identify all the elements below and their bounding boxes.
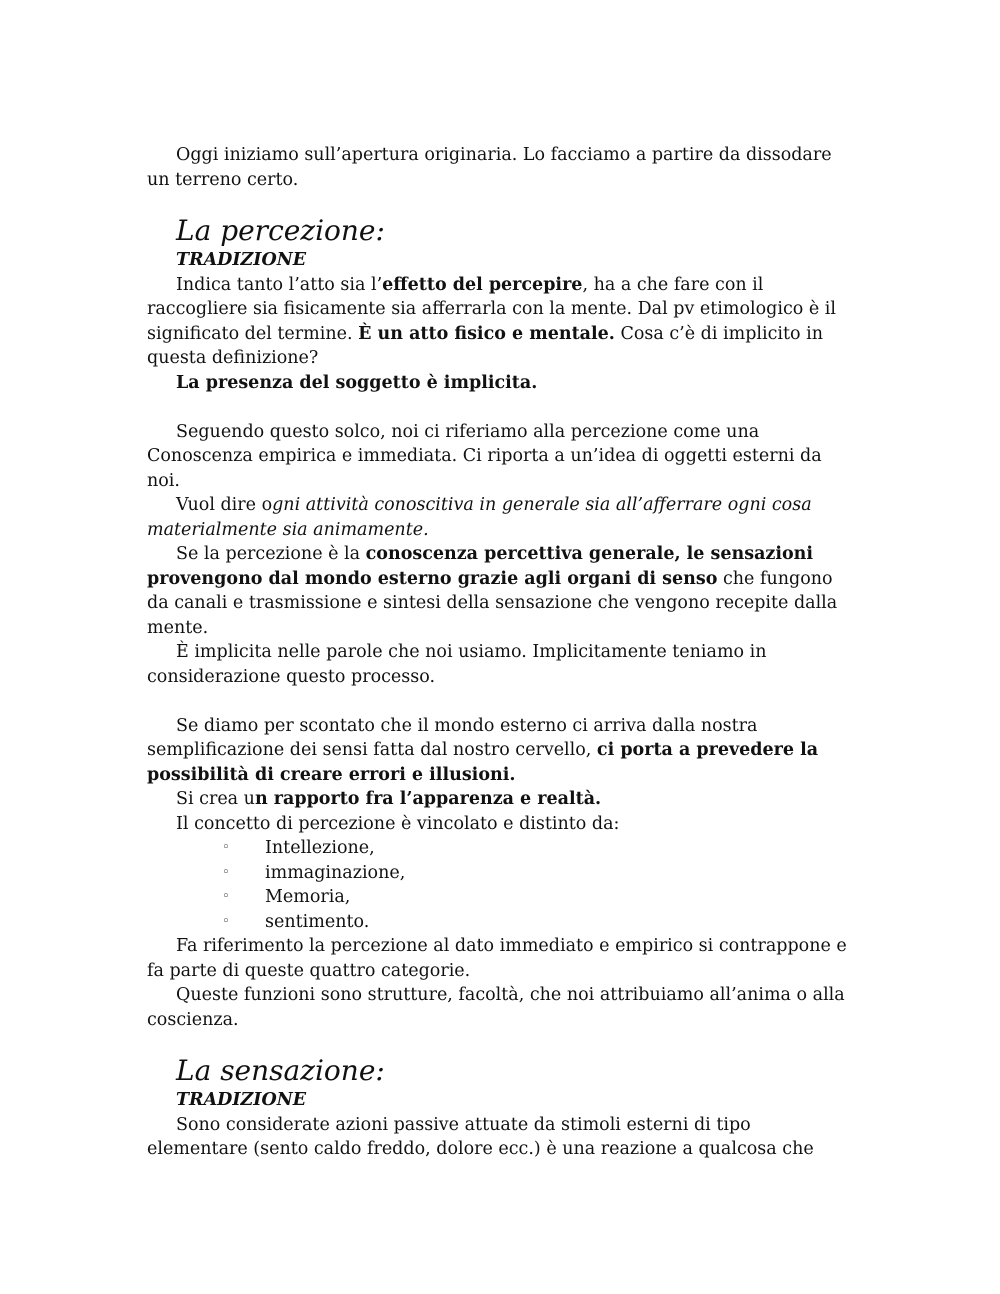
list-item-text: Memoria,	[265, 887, 351, 907]
text-run: Cosa c’è di implicito in questa definizione?	[147, 323, 824, 368]
paragraph-errors	[147, 714, 847, 788]
bold-text: ci porta a prevedere la possibilità di creare errori e illusioni.	[147, 740, 819, 785]
text-run: che fungono da canali e trasmissione e sintesi della sensazione che vengono recepite dalla mente.	[147, 568, 838, 638]
list-item	[147, 836, 847, 861]
paragraph-senses	[147, 542, 847, 640]
text-run: Vuol dire o	[176, 495, 273, 515]
intro-paragraph: Oggi iniziamo sull’apertura originaria. Lo facciamo a partire da dissodare un terreno certo.	[147, 145, 832, 190]
section-subheading-tradizione: TRADIZIONE	[176, 250, 307, 270]
paragraph-subject	[147, 371, 847, 396]
bullet-icon: ◦	[222, 840, 230, 855]
document-page	[147, 143, 847, 1162]
paragraph-reference: Fa riferimento la percezione al dato immediato e empirico si contrappone e fa parte di queste quattro categorie.	[147, 936, 847, 981]
paragraph-implicit: È implicita nelle parole che noi usiamo. Implicitamente teniamo in considerazione questo processo.	[147, 642, 767, 687]
list-item-text: immaginazione,	[265, 862, 406, 883]
paragraph-gap	[147, 689, 847, 714]
bold-text: La presenza del soggetto è implicita.	[176, 372, 538, 393]
section-heading-sensazione: La sensazione:	[176, 1054, 385, 1087]
bullet-icon: ◦	[222, 864, 230, 880]
text-run: Se la percezione è la	[176, 544, 366, 564]
list-item-text: sentimento.	[265, 911, 370, 932]
list-item	[147, 885, 847, 910]
paragraph-meaning	[147, 493, 847, 542]
text-run: Se diamo per scontato che il mondo esterno ci arriva dalla nostra semplificazione dei sensi fatta dal nostro cervello,	[147, 715, 758, 760]
text-run: Si crea u	[176, 789, 255, 809]
text-run: Indica tanto l’atto sia l’	[176, 274, 383, 295]
paragraph-definition	[147, 273, 847, 371]
bold-text: conoscenza percettiva generale, le sensazioni provengono dal mondo esterno grazie agli organi di senso	[147, 544, 814, 589]
bullet-icon: ◦	[222, 889, 230, 904]
italic-text: gni attività conoscitiva in generale sia all’afferrare ogni cosa materialmente sia animamente.	[147, 495, 812, 540]
section-subheading-tradizione: TRADIZIONE	[176, 1090, 307, 1110]
paragraph-passive-actions: Sono considerate azioni passive attuate da stimoli esterni di tipo elementare (sento caldo freddo, dolore ecc.) è una reazione a qualcosa che	[147, 1114, 814, 1159]
section-heading-percezione: La percezione:	[176, 214, 385, 247]
text-run: , ha a che fare con il raccogliere sia fisicamente sia afferrarla con la mente. Dal pv etimologico è il significato del termine.	[147, 274, 836, 344]
bullet-icon: ◦	[222, 913, 230, 929]
paragraph-appearance	[147, 787, 847, 812]
list-item	[147, 910, 847, 935]
paragraph-concept: Il concetto di percezione è vincolato e distinto da:	[176, 813, 620, 834]
bold-text: n rapporto fra l’apparenza e realtà.	[254, 789, 602, 809]
faculties-list	[147, 836, 847, 934]
list-item-text: Intellezione,	[265, 838, 375, 858]
list-item	[147, 861, 847, 886]
paragraph-functions: Queste funzioni sono strutture, facoltà, che noi attribuiamo all’anima o alla coscienza.	[147, 985, 845, 1030]
paragraph-empirical: Seguendo questo solco, noi ci riferiamo alla percezione come una Conoscenza empirica e immediata. Ci riporta a un’idea di oggetti esterni da noi.	[147, 421, 822, 491]
paragraph-gap	[147, 395, 847, 420]
bold-text: È un atto fisico e mentale.	[358, 323, 615, 344]
bold-text: effetto del percepire	[382, 274, 583, 295]
